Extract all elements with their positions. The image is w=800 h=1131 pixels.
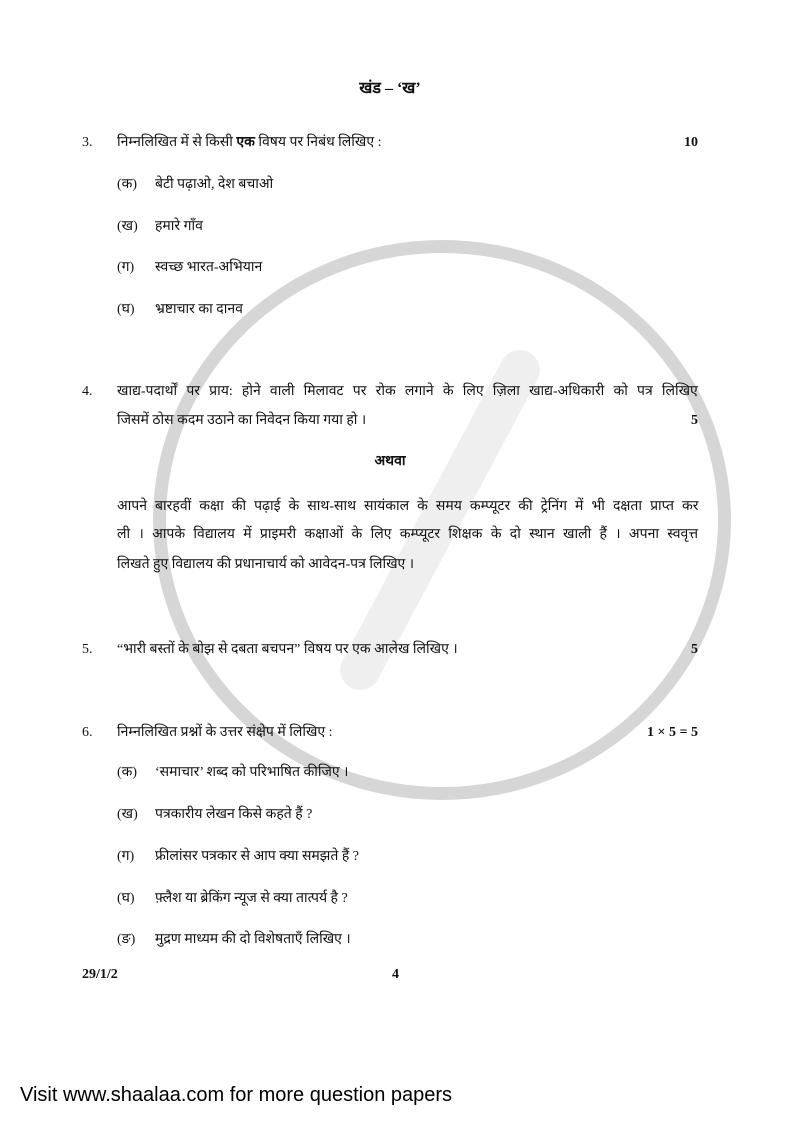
q4-number: 4. bbox=[82, 384, 93, 399]
q4-line: जिसमें ठोस कदम उठाने का निवेदन किया गया हो । bbox=[117, 413, 367, 428]
q6-text: निम्नलिखित प्रश्नों के उत्तर संक्षेप में लिखिए : bbox=[117, 725, 333, 740]
q3-number: 3. bbox=[82, 135, 93, 150]
option-label: (घ) bbox=[117, 302, 135, 317]
option-label: (ग) bbox=[117, 260, 135, 275]
or-label: अथवा bbox=[374, 454, 406, 469]
q4-alt-line: आपने बारहवीं कक्षा की पढ़ाई के साथ-साथ सायंकाल के समय कम्प्यूटर की ट्रेनिंग में भी दक्षता प्राप्त कर bbox=[117, 499, 699, 514]
option-text: फ़्लैश या ब्रेकिंग न्यूज से क्या तात्पर्य है ? bbox=[155, 891, 348, 906]
q4-marks: 5 bbox=[691, 413, 698, 428]
q4-line: खाद्य-पदार्थों पर प्राय: होने वाली मिलावट पर रोक लगाने के लिए ज़िला खाद्य-अधिकारी को पत्र लिखिए bbox=[117, 384, 698, 399]
option-text: भ्रष्टाचार का दानव bbox=[155, 302, 243, 317]
option-text: पत्रकारीय लेखन किसे कहते हैं ? bbox=[155, 807, 313, 822]
option-text: ‘समाचार’ शब्द को परिभाषित कीजिए । bbox=[155, 765, 349, 780]
q3-text-part: विषय पर निबंध लिखिए : bbox=[254, 135, 382, 150]
option-text: हमारे गाँव bbox=[155, 219, 203, 234]
page-number: 4 bbox=[392, 967, 399, 982]
q6-marks: 1 × 5 = 5 bbox=[647, 725, 698, 740]
option-label: (क) bbox=[117, 177, 138, 192]
option-text: बेटी पढ़ाओ, देश बचाओ bbox=[155, 177, 274, 192]
option-text: स्वच्छ भारत-अभियान bbox=[155, 260, 263, 275]
q5-marks: 5 bbox=[691, 642, 698, 657]
option-label: (ख) bbox=[117, 219, 138, 234]
q4-alt-line: लिखते हुए विद्यालय की प्रधानाचार्य को आवेदन-पत्र लिखिए । bbox=[117, 557, 415, 572]
q3-text-bold: एक bbox=[236, 135, 255, 150]
q3-text-part: निम्नलिखित में से किसी bbox=[117, 135, 237, 150]
option-label: (ख) bbox=[117, 807, 138, 822]
promo-link[interactable]: Visit www.shaalaa.com for more question papers bbox=[20, 1084, 453, 1106]
option-label: (ङ) bbox=[117, 932, 136, 947]
option-text: मुद्रण माध्यम की दो विशेषताएँ लिखिए । bbox=[155, 932, 351, 947]
q5-text: “भारी बस्तों के बोझ से दबता बचपन” विषय पर एक आलेख लिखिए । bbox=[117, 642, 458, 657]
q3-text bbox=[117, 134, 382, 152]
option-label: (घ) bbox=[117, 891, 135, 906]
q6-number: 6. bbox=[82, 725, 93, 740]
option-text: फ्रीलांसर पत्रकार से आप क्या समझते हैं ? bbox=[155, 849, 360, 864]
q4-alt-line: ली । आपके विद्यालय में प्राइमरी कक्षाओं के लिए कम्प्यूटर शिक्षक के दो स्थान खाली हैं । अपना स्ववृत्त bbox=[117, 527, 698, 542]
paper-code: 29/1/2 bbox=[82, 967, 118, 982]
section-title: खंड – ‘ख’ bbox=[359, 80, 421, 97]
q5-number: 5. bbox=[82, 642, 93, 657]
option-label: (ग) bbox=[117, 849, 135, 864]
q3-marks: 10 bbox=[684, 135, 698, 150]
option-label: (क) bbox=[117, 765, 138, 780]
